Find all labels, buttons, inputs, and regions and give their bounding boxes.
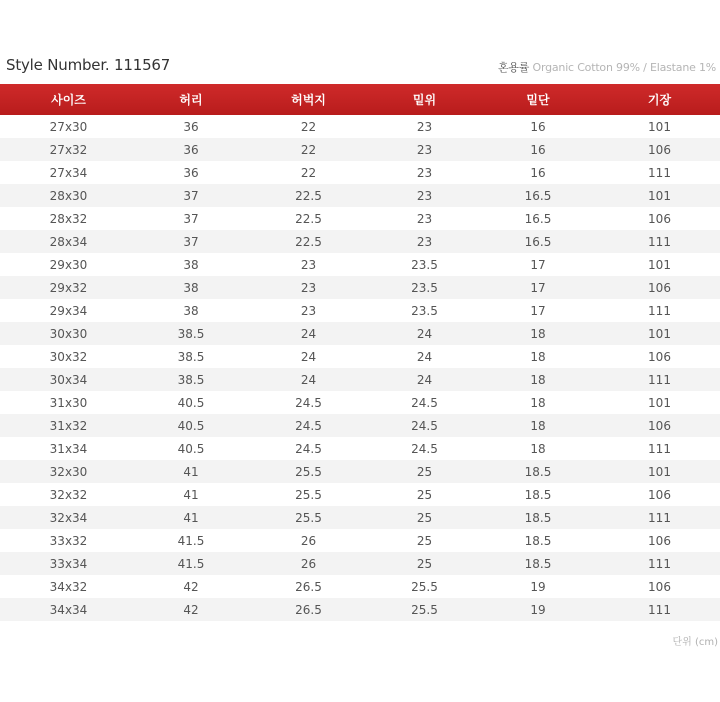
cell-size: 29x32: [0, 276, 137, 299]
table-row: [0, 276, 720, 299]
table-row: [0, 506, 720, 529]
cell-waist: 42: [183, 579, 199, 594]
cell-size: 31x34: [49, 441, 88, 456]
cell-length: 111: [648, 441, 671, 456]
cell-length: 101: [599, 184, 720, 207]
cell-thigh: 22.5: [245, 230, 372, 253]
cell-waist: 36: [183, 165, 199, 180]
cell-hem: 16.5: [524, 211, 552, 226]
cell-length: 111: [648, 303, 671, 318]
cell-waist: 38.5: [177, 349, 205, 364]
table-row: [0, 460, 720, 483]
cell-waist: 38: [183, 303, 199, 318]
cell-thigh: 22: [300, 119, 317, 134]
table-body: [0, 115, 720, 621]
material-label: 혼용률: [497, 61, 530, 74]
cell-rise: 23: [416, 165, 433, 180]
cell-thigh: 22: [245, 138, 372, 161]
table-row: [0, 322, 720, 345]
cell-length: 111: [648, 165, 671, 180]
table-row: [0, 207, 720, 230]
cell-rise: 23: [372, 184, 477, 207]
cell-length: 111: [599, 598, 720, 621]
table-row: [0, 391, 720, 414]
cell-size: 28x32: [49, 211, 88, 226]
cell-hem: 16: [530, 119, 546, 134]
cell-thigh: 26.5: [245, 598, 372, 621]
table-row: [0, 552, 720, 575]
cell-rise: 23.5: [372, 276, 477, 299]
cell-thigh: 24.5: [295, 441, 322, 456]
cell-size: 32x34: [0, 506, 137, 529]
cell-length: 101: [599, 460, 720, 483]
cell-size: 28x34: [0, 230, 137, 253]
cell-thigh: 24: [245, 368, 372, 391]
cell-thigh: 24: [300, 349, 317, 364]
column-header-size: 사이즈: [0, 84, 137, 115]
cell-thigh: 23: [300, 257, 317, 272]
cell-hem: 18: [477, 368, 599, 391]
cell-hem: 18: [477, 414, 599, 437]
cell-length: 101: [648, 119, 671, 134]
cell-size: 34x34: [0, 598, 137, 621]
cell-waist: 38: [137, 276, 245, 299]
cell-rise: 23: [416, 119, 433, 134]
cell-rise: 25: [416, 487, 433, 502]
cell-size: 27x32: [0, 138, 137, 161]
cell-rise: 25: [372, 506, 477, 529]
cell-thigh: 25.5: [245, 506, 372, 529]
cell-thigh: 24: [245, 322, 372, 345]
cell-thigh: 26.5: [295, 579, 322, 594]
table-row: [0, 253, 720, 276]
cell-rise: 24.5: [411, 441, 438, 456]
cell-thigh: 25.5: [295, 487, 322, 502]
cell-rise: 23: [416, 211, 433, 226]
cell-waist: 37: [183, 211, 199, 226]
cell-hem: 18: [530, 349, 546, 364]
cell-rise: 24: [372, 368, 477, 391]
cell-size: 30x32: [49, 349, 88, 364]
cell-waist: 41.5: [137, 552, 245, 575]
cell-hem: 16.5: [477, 184, 599, 207]
cell-length: 111: [599, 368, 720, 391]
cell-hem: 16: [477, 138, 599, 161]
cell-hem: 16: [530, 165, 546, 180]
cell-thigh: 22.5: [295, 211, 322, 226]
cell-rise: 25.5: [372, 598, 477, 621]
spec-header: [0, 54, 720, 78]
table-row: [0, 598, 720, 621]
cell-thigh: 23: [300, 303, 317, 318]
cell-waist: 37: [137, 230, 245, 253]
cell-size: 33x34: [0, 552, 137, 575]
cell-waist: 37: [137, 184, 245, 207]
cell-length: 106: [648, 533, 671, 548]
table-row: [0, 115, 720, 138]
cell-rise: 24.5: [411, 395, 438, 410]
material-composition: [498, 59, 716, 75]
cell-rise: 24: [372, 322, 477, 345]
cell-rise: 23: [372, 138, 477, 161]
column-header-thigh: 허벅지: [245, 84, 372, 115]
cell-size: 34x32: [49, 579, 88, 594]
cell-length: 101: [648, 257, 671, 272]
cell-length: 101: [599, 322, 720, 345]
cell-thigh: 24.5: [245, 414, 372, 437]
cell-hem: 18.5: [477, 460, 599, 483]
cell-hem: 18: [477, 322, 599, 345]
cell-rise: 23.5: [411, 257, 438, 272]
cell-size: 31x32: [0, 414, 137, 437]
cell-waist: 40.5: [177, 441, 205, 456]
cell-waist: 41: [183, 487, 199, 502]
table-row: [0, 529, 720, 552]
cell-size: 27x30: [49, 119, 88, 134]
cell-length: 101: [648, 395, 671, 410]
cell-thigh: 26: [300, 533, 317, 548]
material-value: Organic Cotton 99% / Elastane 1%: [532, 61, 716, 74]
cell-waist: 38.5: [137, 368, 245, 391]
cell-hem: 17: [477, 276, 599, 299]
cell-thigh: 25.5: [245, 460, 372, 483]
cell-size: 30x34: [0, 368, 137, 391]
cell-waist: 41: [137, 460, 245, 483]
cell-waist: 41.5: [177, 533, 205, 548]
cell-thigh: 22.5: [245, 184, 372, 207]
cell-thigh: 24.5: [295, 395, 322, 410]
cell-hem: 16.5: [477, 230, 599, 253]
cell-length: 111: [599, 552, 720, 575]
cell-waist: 40.5: [177, 395, 205, 410]
cell-thigh: 26: [245, 552, 372, 575]
cell-size: 33x32: [49, 533, 88, 548]
cell-length: 111: [599, 230, 720, 253]
column-header-waist: 허리: [137, 84, 245, 115]
cell-hem: 19: [530, 579, 546, 594]
cell-rise: 25.5: [411, 579, 438, 594]
cell-thigh: 23: [245, 276, 372, 299]
cell-hem: 18.5: [477, 506, 599, 529]
cell-rise: 23: [372, 230, 477, 253]
cell-hem: 18.5: [477, 552, 599, 575]
cell-length: 106: [599, 414, 720, 437]
table-row: [0, 414, 720, 437]
table-row: [0, 483, 720, 506]
table-row: [0, 184, 720, 207]
cell-waist: 36: [183, 119, 199, 134]
cell-hem: 19: [477, 598, 599, 621]
cell-size: 32x32: [49, 487, 88, 502]
cell-length: 106: [648, 487, 671, 502]
cell-waist: 38: [183, 257, 199, 272]
cell-size: 27x34: [49, 165, 88, 180]
table-row: [0, 345, 720, 368]
cell-rise: 25: [372, 552, 477, 575]
cell-hem: 18: [530, 441, 546, 456]
cell-hem: 17: [530, 303, 546, 318]
cell-waist: 36: [137, 138, 245, 161]
cell-length: 106: [648, 349, 671, 364]
cell-hem: 18.5: [524, 533, 552, 548]
cell-length: 106: [599, 276, 720, 299]
column-header-rise: 밑위: [372, 84, 477, 115]
cell-waist: 38.5: [137, 322, 245, 345]
table-row: [0, 368, 720, 391]
cell-size: 31x30: [49, 395, 88, 410]
cell-size: 29x34: [49, 303, 88, 318]
table-row: [0, 437, 720, 460]
cell-size: 32x30: [0, 460, 137, 483]
cell-hem: 17: [530, 257, 546, 272]
cell-size: 28x30: [0, 184, 137, 207]
cell-waist: 41: [137, 506, 245, 529]
column-header-length: 기장: [599, 84, 720, 115]
unit-note: 단위 (cm): [672, 637, 718, 648]
cell-length: 106: [648, 211, 671, 226]
style-number-title: Style Number. 111567: [6, 56, 171, 74]
cell-length: 111: [599, 506, 720, 529]
cell-length: 106: [648, 579, 671, 594]
cell-rise: 24: [416, 349, 433, 364]
table-header-row: [0, 84, 720, 115]
cell-rise: 25: [416, 533, 433, 548]
cell-rise: 23.5: [411, 303, 438, 318]
table-row: [0, 299, 720, 322]
table-row: [0, 575, 720, 598]
cell-size: 29x30: [49, 257, 88, 272]
cell-rise: 25: [372, 460, 477, 483]
column-header-hem: 밑단: [477, 84, 599, 115]
table-row: [0, 161, 720, 184]
table-row: [0, 230, 720, 253]
cell-thigh: 22: [300, 165, 317, 180]
cell-rise: 24.5: [372, 414, 477, 437]
cell-waist: 42: [137, 598, 245, 621]
table-row: [0, 138, 720, 161]
cell-length: 106: [599, 138, 720, 161]
cell-size: 30x30: [0, 322, 137, 345]
cell-waist: 40.5: [137, 414, 245, 437]
size-chart-table: [0, 84, 720, 621]
cell-hem: 18.5: [524, 487, 552, 502]
cell-hem: 18: [530, 395, 546, 410]
